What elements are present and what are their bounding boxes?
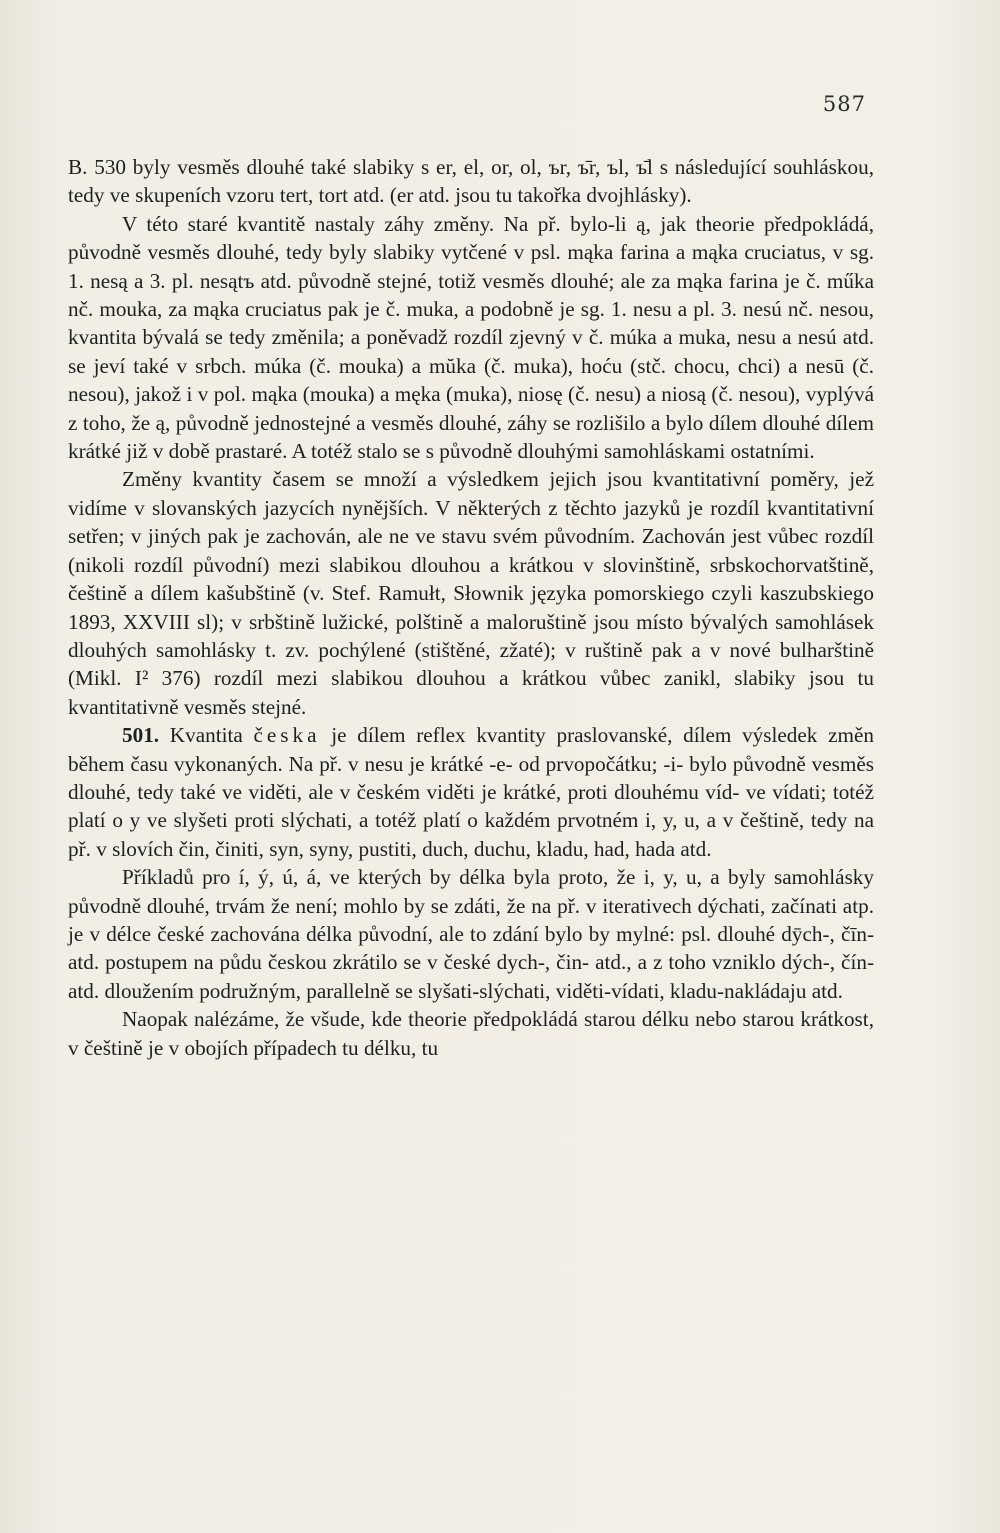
body-text (68, 153, 874, 1062)
spaced-word: česka (253, 723, 321, 748)
paragraph-text: Příkladů pro í, ý, ú, á, ve kterých by délka byla proto, že i, y, u, a byly samohlásky původně dlouhé, trvám že není; mohlo by se zdáti, že na př. v iterativech dýchati, začínati atp. je v délce české zachována délka původní, ale to zdání bylo by mylné: psl. dlouhé dȳch-, čīn- atd. postupem na půdu českou zkrátilo se v české dych-, čin- atd., a z toho vzniklo dých-, čín- atd. dloužením podružným, parallelně se slyšati-slýchati, viděti-vídati, kladu-nakládaju atd. (68, 865, 874, 1003)
page-number: 587 (822, 92, 866, 116)
paragraph-text: Naopak nalézáme, že všude, kde theorie předpokládá starou délku nebo starou krátkost, v češtině je v obojích případech tu délku, tu (68, 1007, 874, 1060)
paragraph-6 (68, 1005, 874, 1062)
paragraph-5 (68, 863, 874, 1005)
paragraph-text: V této staré kvantitě nastaly záhy změny. Na př. bylo-li ą, jak theorie předpokládá, původně vesměs dlouhé, tedy byly slabiky vytčené v psl. mąka farina a mąka cruciatus, v sg. 1. nesą a 3. pl. nesątъ atd. původně stejné, totiž vesměs dlouhé; ale za mąka farina je č. műka nč. mouka, za mąka cruciatus pak je č. muka, a podobně je sg. 1. nesu a pl. 3. nesú nč. nesou, kvantita bývalá se tedy změnila; a poněvadž rozdíl zjevný v č. múka a muka, nesu a nesú atd. se jeví také v srbch. múka (č. mouka) a mŭka (č. muka), hoću (stč. chocu, chci) a nesū (č. nesou), jakož i v pol. mąka (mouka) a męka (muka), niosę (č. nesu) a niosą (č. nesou), vyplývá z toho, že ą, původně jednostejné a vesměs dlouhé, záhy se rozlišilo a bylo dílem dlouhé dílem krátké již v době prastaré. A totéž stalo se s původně dlouhými samohláskami ostatními. (68, 211, 874, 464)
paragraph-text: B. 530 byly vesměs dlouhé také slabiky s er, el, or, ol, ъr, ъ̄r, ъl, ъ̄l s následující souhláskou, tedy ve skupeních vzoru tert, tort atd. (er atd. jsou tu takořka dvojhlásky). (68, 155, 874, 208)
paragraph-4 (68, 721, 874, 863)
paragraph-2 (68, 210, 874, 466)
paragraph-lead: Kvantita (169, 723, 254, 748)
paragraph-text: je dílem reflex kvantity praslovanské, dílem výsledek změn během času vykonaných. Na př. v nesu je krátké -e- od prvopočátku; -i- bylo původně vesměs dlouhé, tedy také ve viděti, ale v českém viděti je krátké, proti dlouhému víd- ve vídati; totéž platí o y ve slyšeti proti slýchati, a totéž platí o každém prvotném i, y, u, a v češtině, tedy na př. v slovích čin, činiti, syn, syny, pustiti, duch, duchu, kladu, had, hada atd. (68, 723, 874, 861)
paragraph-3 (68, 465, 874, 721)
paragraph-1 (68, 153, 874, 210)
section-number: 501. (122, 723, 160, 748)
paragraph-text: Změny kvantity časem se množí a výsledkem jejich jsou kvantitativní poměry, jež vidíme v slovanských jazycích nynějších. V některých z těchto jazyků je rozdíl kvantitativní setřen; v jiných pak je zachován, ale ne ve stavu svém původním. Zachován jest vůbec rozdíl (nikoli rozdíl původní) mezi slabikou dlouhou a krátkou v slovinštině, srbskochorvatštině, češtině a dílem kašubštině (v. Stef. Ramułt, Słownik języka pomorskiego czyli kaszubskiego 1893, XXVIII sl); v srbštině lužické, polštině a maloruštině jsou místo bývalých samohlásek dlouhých samohlásky t. zv. pochýlené (stištěné, zžaté); v ruštině pak a v nové bulharštině (Mikl. I² 376) rozdíl mezi slabikou dlouhou a krátkou vůbec zanikl, slabiky jsou tu kvantitativně vesměs stejné. (68, 467, 874, 719)
